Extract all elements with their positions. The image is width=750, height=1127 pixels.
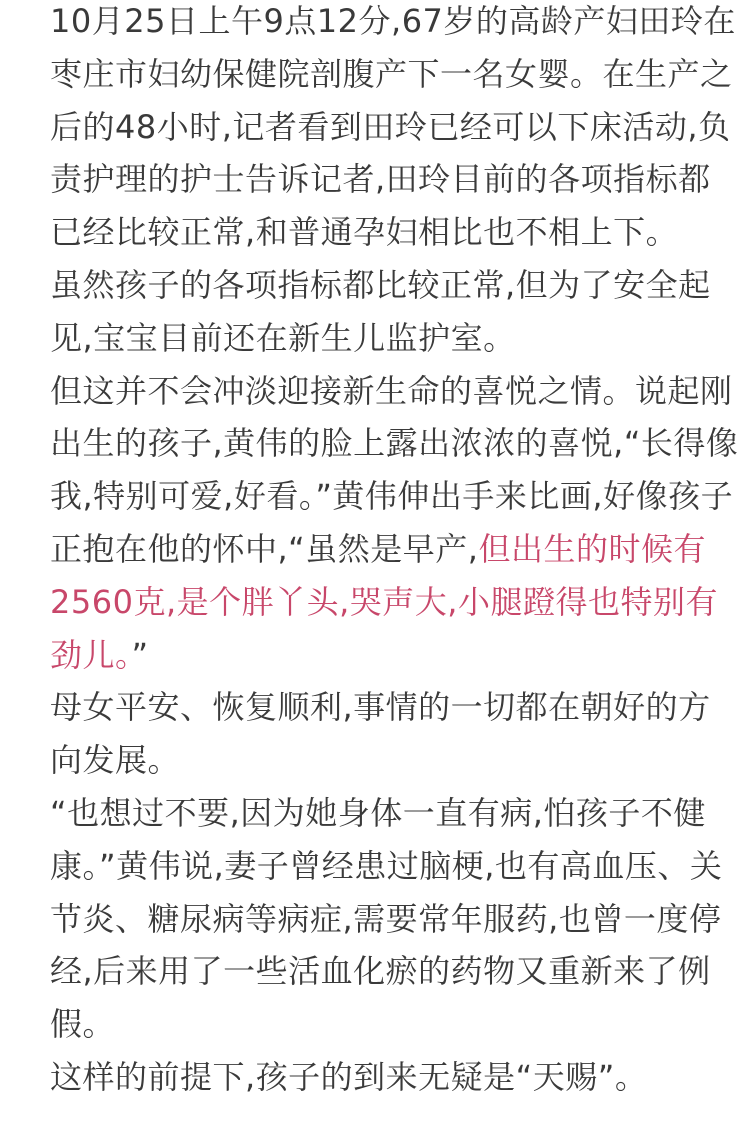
paragraph-6: 这样的前提下,孩子的到来无疑是“天赐”。: [50, 1057, 648, 1096]
paragraph-1: 10月25日上午9点12分,67岁的高龄产妇田玲在枣庄市妇幼保健院剖腹产下一名女婴。在生产之后的48小时,记者看到田玲已经可以下床活动,负责护理的护士告诉记者,田玲目前的各项指标都已经比较正常,和普通孕妇相比也不相上下。: [50, 2, 736, 252]
paragraph-2: 虽然孩子的各项指标都比较正常,但为了安全起见,宝宝目前还在新生儿监护室。: [50, 265, 711, 357]
article-body: [50, 0, 740, 1104]
paragraph-5: “也想过不要,因为她身体一直有病,怕孩子不健康。”黄伟说,妻子曾经患过脑梗,也有高血压、关节炎、糖尿病等病症,需要常年服药,也曾一度停经,后来用了一些活血化瘀的药物又重新来了例假。: [50, 793, 723, 1044]
paragraph-3-text: 但这并不会冲淡迎接新生命的喜悦之情。说起刚出生的孩子,黄伟的脸上露出浓浓的喜悦,“长得像我,特别可爱,好看。”黄伟伸出手来比画,好像孩子正抱在他的怀中,“虽然是早产,: [50, 371, 739, 568]
paragraph-4: 母女平安、恢复顺利,事情的一切都在朝好的方向发展。: [50, 688, 711, 780]
paragraph-3: [50, 365, 740, 682]
closing-quote: ”: [131, 635, 149, 674]
highlighted-quote: 但出生的时候有2560克,是个胖丫头,哭声大,小腿蹬得也特别有劲儿。: [50, 529, 718, 674]
